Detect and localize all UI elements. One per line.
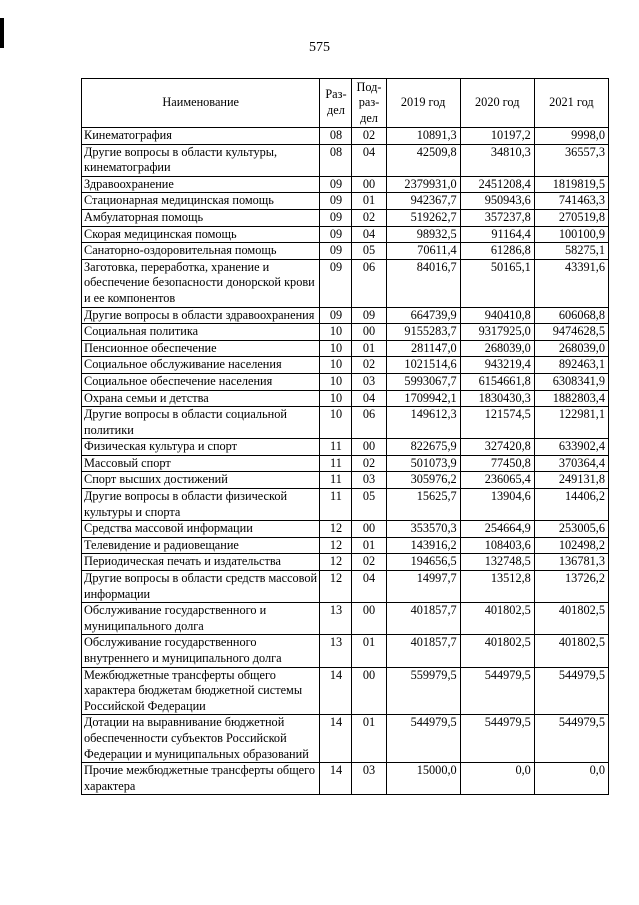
cell-section: 10	[320, 357, 352, 374]
cell-section: 12	[320, 521, 352, 538]
table-row	[82, 521, 609, 538]
cell-y2019: 42509,8	[386, 144, 460, 176]
cell-section: 09	[320, 307, 352, 324]
table-row	[82, 193, 609, 210]
cell-name: Охрана семьи и детства	[82, 390, 320, 407]
cell-name: Другие вопросы в области культуры, кинематографии	[82, 144, 320, 176]
cell-name: Пенсионное обеспечение	[82, 340, 320, 357]
header-2019: 2019 год	[386, 79, 460, 128]
cell-y2021: 9474628,5	[534, 324, 608, 341]
cell-subsection: 04	[352, 571, 386, 603]
cell-section: 09	[320, 209, 352, 226]
cell-y2020: 2451208,4	[460, 176, 534, 193]
cell-name: Физическая культура и спорт	[82, 439, 320, 456]
cell-subsection: 06	[352, 259, 386, 307]
cell-y2019: 401857,7	[386, 603, 460, 635]
cell-y2021: 100100,9	[534, 226, 608, 243]
table-row	[82, 763, 609, 795]
cell-y2021: 892463,1	[534, 357, 608, 374]
cell-y2019: 401857,7	[386, 635, 460, 667]
header-2020: 2020 год	[460, 79, 534, 128]
cell-section: 08	[320, 144, 352, 176]
cell-y2019: 10891,3	[386, 128, 460, 145]
cell-section: 12	[320, 537, 352, 554]
cell-y2020: 61286,8	[460, 243, 534, 260]
cell-name: Социальное обеспечение населения	[82, 373, 320, 390]
cell-subsection: 01	[352, 537, 386, 554]
cell-name: Другие вопросы в области социальной политики	[82, 407, 320, 439]
cell-y2021: 14406,2	[534, 489, 608, 521]
cell-y2021: 741463,3	[534, 193, 608, 210]
table-row	[82, 715, 609, 763]
cell-y2021: 102498,2	[534, 537, 608, 554]
cell-subsection: 02	[352, 128, 386, 145]
cell-name: Обслуживание государственного внутреннего и муниципального долга	[82, 635, 320, 667]
cell-y2021: 43391,6	[534, 259, 608, 307]
cell-name: Телевидение и радиовещание	[82, 537, 320, 554]
table-row	[82, 439, 609, 456]
table-row	[82, 537, 609, 554]
cell-y2019: 15625,7	[386, 489, 460, 521]
cell-y2021: 606068,8	[534, 307, 608, 324]
cell-y2020: 401802,5	[460, 635, 534, 667]
cell-y2021: 6308341,9	[534, 373, 608, 390]
table-header-row	[82, 79, 609, 128]
cell-y2021: 249131,8	[534, 472, 608, 489]
cell-section: 09	[320, 176, 352, 193]
cell-section: 11	[320, 472, 352, 489]
cell-subsection: 04	[352, 390, 386, 407]
cell-y2021: 13726,2	[534, 571, 608, 603]
table-row	[82, 390, 609, 407]
cell-subsection: 06	[352, 407, 386, 439]
cell-section: 09	[320, 193, 352, 210]
table-body	[82, 128, 609, 795]
cell-y2020: 9317925,0	[460, 324, 534, 341]
cell-y2019: 9155283,7	[386, 324, 460, 341]
cell-y2021: 1882803,4	[534, 390, 608, 407]
cell-y2020: 268039,0	[460, 340, 534, 357]
cell-y2021: 401802,5	[534, 635, 608, 667]
table-row	[82, 667, 609, 715]
cell-y2019: 2379931,0	[386, 176, 460, 193]
table-row	[82, 357, 609, 374]
cell-subsection: 03	[352, 763, 386, 795]
cell-subsection: 00	[352, 521, 386, 538]
cell-section: 11	[320, 439, 352, 456]
table-row	[82, 603, 609, 635]
cell-subsection: 02	[352, 554, 386, 571]
cell-y2020: 401802,5	[460, 603, 534, 635]
table-row	[82, 571, 609, 603]
cell-y2020: 236065,4	[460, 472, 534, 489]
cell-section: 08	[320, 128, 352, 145]
cell-subsection: 02	[352, 455, 386, 472]
table-row	[82, 455, 609, 472]
cell-name: Средства массовой информации	[82, 521, 320, 538]
cell-name: Заготовка, переработка, хранение и обеспечение безопасности донорской крови и ее компонентов	[82, 259, 320, 307]
cell-name: Массовый спорт	[82, 455, 320, 472]
table-row	[82, 176, 609, 193]
cell-y2021: 370364,4	[534, 455, 608, 472]
cell-section: 09	[320, 226, 352, 243]
cell-y2020: 544979,5	[460, 667, 534, 715]
cell-y2021: 122981,1	[534, 407, 608, 439]
cell-name: Межбюджетные трансферты общего характера бюджетам бюджетной системы Российской Федерации	[82, 667, 320, 715]
cell-subsection: 00	[352, 176, 386, 193]
cell-section: 10	[320, 373, 352, 390]
cell-y2019: 70611,4	[386, 243, 460, 260]
table-row	[82, 324, 609, 341]
cell-y2019: 501073,9	[386, 455, 460, 472]
cell-subsection: 00	[352, 324, 386, 341]
cell-subsection: 00	[352, 667, 386, 715]
cell-y2020: 77450,8	[460, 455, 534, 472]
cell-y2019: 143916,2	[386, 537, 460, 554]
cell-y2021: 401802,5	[534, 603, 608, 635]
cell-section: 12	[320, 554, 352, 571]
cell-subsection: 00	[352, 603, 386, 635]
cell-y2019: 84016,7	[386, 259, 460, 307]
cell-name: Периодическая печать и издательства	[82, 554, 320, 571]
cell-name: Санаторно-оздоровительная помощь	[82, 243, 320, 260]
cell-y2020: 13904,6	[460, 489, 534, 521]
cell-subsection: 01	[352, 635, 386, 667]
cell-section: 09	[320, 243, 352, 260]
table-row	[82, 407, 609, 439]
cell-subsection: 00	[352, 439, 386, 456]
cell-y2021: 58275,1	[534, 243, 608, 260]
cell-y2021: 268039,0	[534, 340, 608, 357]
cell-section: 11	[320, 455, 352, 472]
cell-y2020: 13512,8	[460, 571, 534, 603]
cell-y2020: 0,0	[460, 763, 534, 795]
cell-y2020: 91164,4	[460, 226, 534, 243]
cell-name: Спорт высших достижений	[82, 472, 320, 489]
cell-name: Социальное обслуживание населения	[82, 357, 320, 374]
cell-name: Обслуживание государственного и муниципального долга	[82, 603, 320, 635]
cell-subsection: 04	[352, 226, 386, 243]
cell-name: Прочие межбюджетные трансферты общего характера	[82, 763, 320, 795]
cell-y2019: 664739,9	[386, 307, 460, 324]
cell-y2020: 34810,3	[460, 144, 534, 176]
table-row	[82, 472, 609, 489]
header-name: Наименование	[82, 79, 320, 128]
cell-section: 10	[320, 407, 352, 439]
cell-y2020: 544979,5	[460, 715, 534, 763]
table-row	[82, 144, 609, 176]
cell-y2020: 254664,9	[460, 521, 534, 538]
cell-y2021: 544979,5	[534, 667, 608, 715]
cell-y2019: 194656,5	[386, 554, 460, 571]
cell-y2021: 9998,0	[534, 128, 608, 145]
cell-subsection: 01	[352, 715, 386, 763]
cell-y2019: 5993067,7	[386, 373, 460, 390]
cell-y2019: 1021514,6	[386, 357, 460, 374]
cell-y2019: 1709942,1	[386, 390, 460, 407]
cell-section: 10	[320, 324, 352, 341]
header-2021: 2021 год	[534, 79, 608, 128]
cell-name: Дотации на выравнивание бюджетной обеспеченности субъектов Российской Федерации и муниципальных образований	[82, 715, 320, 763]
cell-name: Скорая медицинская помощь	[82, 226, 320, 243]
table-row	[82, 259, 609, 307]
cell-y2019: 281147,0	[386, 340, 460, 357]
cell-section: 13	[320, 635, 352, 667]
cell-y2020: 940410,8	[460, 307, 534, 324]
cell-name: Кинематография	[82, 128, 320, 145]
cell-y2019: 305976,2	[386, 472, 460, 489]
cell-section: 11	[320, 489, 352, 521]
cell-name: Здравоохранение	[82, 176, 320, 193]
cell-section: 09	[320, 259, 352, 307]
cell-y2020: 943219,4	[460, 357, 534, 374]
cell-name: Другие вопросы в области средств массовой информации	[82, 571, 320, 603]
cell-y2019: 14997,7	[386, 571, 460, 603]
cell-section: 14	[320, 763, 352, 795]
cell-section: 10	[320, 390, 352, 407]
cell-y2021: 633902,4	[534, 439, 608, 456]
cell-y2021: 544979,5	[534, 715, 608, 763]
cell-y2021: 253005,6	[534, 521, 608, 538]
cell-subsection: 05	[352, 243, 386, 260]
cell-y2021: 1819819,5	[534, 176, 608, 193]
cell-y2020: 132748,5	[460, 554, 534, 571]
cell-y2020: 121574,5	[460, 407, 534, 439]
cell-y2019: 559979,5	[386, 667, 460, 715]
cell-subsection: 02	[352, 209, 386, 226]
cell-y2021: 270519,8	[534, 209, 608, 226]
table-row	[82, 373, 609, 390]
header-subsection: Под- раз- дел	[352, 79, 386, 128]
cell-subsection: 03	[352, 472, 386, 489]
cell-y2020: 1830430,3	[460, 390, 534, 407]
cell-y2021: 0,0	[534, 763, 608, 795]
budget-table	[81, 78, 609, 795]
cell-subsection: 03	[352, 373, 386, 390]
table-row	[82, 209, 609, 226]
table-row	[82, 340, 609, 357]
cell-name: Другие вопросы в области физической культуры и спорта	[82, 489, 320, 521]
header-section: Раз- дел	[320, 79, 352, 128]
cell-subsection: 01	[352, 193, 386, 210]
cell-subsection: 02	[352, 357, 386, 374]
cell-y2020: 108403,6	[460, 537, 534, 554]
cell-y2019: 519262,7	[386, 209, 460, 226]
cell-y2021: 36557,3	[534, 144, 608, 176]
cell-y2020: 357237,8	[460, 209, 534, 226]
cell-y2020: 50165,1	[460, 259, 534, 307]
cell-name: Стационарная медицинская помощь	[82, 193, 320, 210]
cell-section: 12	[320, 571, 352, 603]
cell-y2020: 10197,2	[460, 128, 534, 145]
cell-subsection: 09	[352, 307, 386, 324]
table-row	[82, 226, 609, 243]
cell-y2019: 353570,3	[386, 521, 460, 538]
cell-section: 14	[320, 667, 352, 715]
cell-y2020: 950943,6	[460, 193, 534, 210]
cell-y2020: 327420,8	[460, 439, 534, 456]
table-row	[82, 489, 609, 521]
cell-y2019: 149612,3	[386, 407, 460, 439]
cell-y2020: 6154661,8	[460, 373, 534, 390]
cell-y2019: 942367,7	[386, 193, 460, 210]
cell-name: Другие вопросы в области здравоохранения	[82, 307, 320, 324]
cell-section: 14	[320, 715, 352, 763]
table-row	[82, 243, 609, 260]
cell-section: 13	[320, 603, 352, 635]
table-row	[82, 635, 609, 667]
table-row	[82, 307, 609, 324]
table-row	[82, 128, 609, 145]
cell-name: Социальная политика	[82, 324, 320, 341]
cell-name: Амбулаторная помощь	[82, 209, 320, 226]
cell-y2019: 822675,9	[386, 439, 460, 456]
cell-y2019: 15000,0	[386, 763, 460, 795]
cell-subsection: 04	[352, 144, 386, 176]
page-number: 575	[309, 40, 330, 55]
cell-y2021: 136781,3	[534, 554, 608, 571]
cell-y2019: 98932,5	[386, 226, 460, 243]
table-row	[82, 554, 609, 571]
cell-section: 10	[320, 340, 352, 357]
cell-y2019: 544979,5	[386, 715, 460, 763]
cell-subsection: 01	[352, 340, 386, 357]
cell-subsection: 05	[352, 489, 386, 521]
